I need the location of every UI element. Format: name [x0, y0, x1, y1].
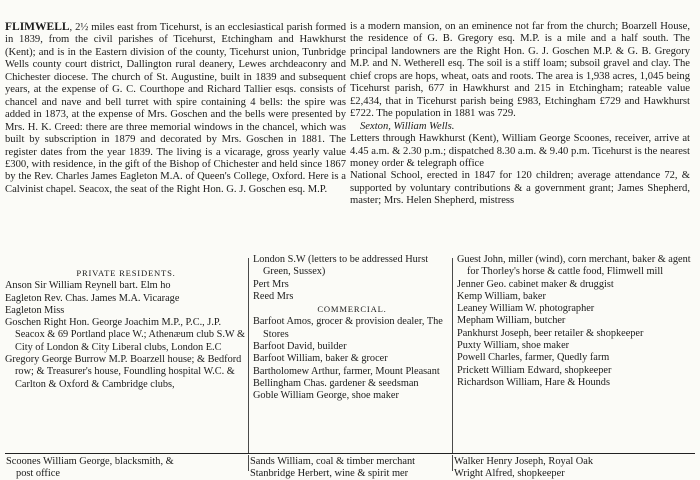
residents-column-3	[457, 254, 697, 389]
private-residents-header: PRIVATE RESIDENTS.	[76, 268, 176, 278]
list-item: Leaney William W. photographer	[457, 303, 595, 315]
place-heading: FLIMWELL	[5, 21, 70, 33]
list-item: Richardson William, Hare & Hounds	[457, 376, 610, 388]
list-item: Prickett William Edward, shopkeeper	[457, 364, 612, 376]
list-item: Jenner Geo. cabinet maker & druggist	[457, 278, 614, 290]
school-paragraph: National School, erected in 1847 for 120 children; average attendance 72, & supported by voluntary contributions & a government grant; James Shepherd, master; Mrs. Helen Shepherd, mistress	[350, 170, 690, 207]
next-section-row	[0, 453, 700, 479]
list-item: Mepham William, butcher	[457, 315, 566, 327]
bottom-entry-line: Sands William, coal & timber merchant	[250, 456, 416, 467]
list-item: Gregory George Burrow M.P. Boarzell house; & Bedford row; & Treasurer's house, Foundling hospital W.C. & Carlton & Oxford & Cambridge clubs,	[5, 354, 242, 390]
bottom-entry-1	[6, 456, 174, 480]
bottom-entry-line: Scoones William George, blacksmith, &	[6, 456, 174, 467]
section-rule	[5, 453, 695, 454]
list-item: Pert Mrs	[253, 278, 289, 290]
bottom-entry-line: Wright Alfred, shopkeeper	[454, 468, 565, 479]
column-divider	[248, 258, 249, 454]
intro-text: , 2½ miles east from Ticehurst, is an ecclesiastical parish formed in 1839, from the civil parishes of Ticehurst, Etchingham and Hawkhurst (Kent); and is in the Eastern division of the county, Ticehurst union, Tunbridge Wells county court district, Dallington rural deanery, Lewes archdeaconry and Chichester diocese. The church of St. Augustine, built in 1839 and subsequent years, at the expense of G. C. Courthope and Richard Tallier esqs. consists of chancel and nave and bell turret with spire containing 4 bells: the spire was added in 1873, at the expense of Mrs. Goschen and the bells were presented by Mrs. H. K. Creed: there are three memorial windows in the chancel, which was built by subscription in 1879 and decorated by Mrs. Goschen in 1881. The register dates from the year 1839. The living is a vicarage, gross yearly value £300, with residence, in the gift of the Bishop of Chichester and held since 1867 by the Rev. Charles James Eagleton M.A. of Queen's College, Oxford. Here is a Calvinist chapel. Seacox, the seat of the Right Hon. G. J. Goschen esq. M.P.	[5, 22, 346, 195]
residents-column-1	[5, 267, 247, 391]
intro-right-paragraph-1: is a modern mansion, on an eminence not far from the church; Boarzell House, the residence of G. B. Gregory esq. M.P. is a mile and a half south. The principal landowners are the Right Hon. G. J. Goschen M.P. & G. B. Gregory M.P. and N. Wetherell esq. The soil is a stiff loam; subsoil gravel and clay. The chief crops are hops, wheat, oats and roots. The area is 1,938 acres, 1,045 being Ticehurst parish, 677 in Hawkhurst and 215 in Etchingham; rateable value £2,434, that in Ticehurst parish being £983, Etchingham £729 and Hawkhurst £722. The population in 1881 was 729.	[350, 21, 690, 120]
list-item: Barfoot David, builder	[253, 341, 347, 353]
bottom-entry-2	[250, 456, 415, 480]
intro-paragraph	[5, 21, 346, 196]
list-item: Eagleton Miss	[5, 304, 65, 316]
list-item: Eagleton Rev. Chas. James M.A. Vicarage	[5, 292, 180, 304]
bottom-entry-line: Walker Henry Joseph, Royal Oak	[454, 456, 594, 467]
list-item: Guest John, miller (wind), corn merchant, baker & agent for Thorley's horse & cattle food, Flimwell mill	[457, 254, 691, 278]
list-item: Barfoot William, baker & grocer	[253, 353, 388, 365]
list-item: Reed Mrs	[253, 290, 294, 302]
list-item: Puxty William, shoe maker	[457, 340, 570, 352]
list-item: Goble William George, shoe maker	[253, 390, 399, 402]
list-item: Bellingham Chas. gardener & seedsman	[253, 377, 419, 389]
list-item: Barfoot Amos, grocer & provision dealer, The Stores	[253, 316, 443, 340]
list-item: Bartholomew Arthur, farmer, Mount Pleasant	[253, 365, 440, 377]
list-item: Powell Charles, farmer, Quedly farm	[457, 352, 610, 364]
commercial-header: COMMERCIAL.	[317, 304, 387, 315]
parish-description-left	[5, 21, 346, 196]
list-item: Kemp William, baker	[457, 290, 546, 302]
list-item: Anson Sir William Reynell bart. Elm ho	[5, 280, 171, 292]
column-divider	[452, 455, 453, 471]
parish-description-right	[350, 21, 690, 208]
letters-paragraph: Letters through Hawkhurst (Kent), William George Scoones, receiver, arrive at 4.45 a.m. & 2.30 p.m.; dispatched 8.30 a.m. & 9.40 p.m. Ticehurst is the nearest money order & telegraph office	[350, 133, 690, 169]
residents-column-2	[253, 254, 451, 403]
bottom-entry-line: post office	[16, 468, 60, 479]
list-item: London S.W (letters to be addressed Hurst Green, Sussex)	[253, 254, 429, 278]
list-item: Pankhurst Joseph, beer retailer & shopkeeper	[457, 327, 644, 339]
column-divider	[248, 455, 249, 471]
sexton-line: Sexton, William Wells.	[360, 120, 455, 132]
list-item: Goschen Right Hon. George Joachim M.P., P.C., J.P. Seacox & 69 Portland place W.; Athenæum club S.W & City of London & City Liberal clubs, London E.C	[5, 317, 246, 353]
bottom-entry-line: Stanbridge Herbert, wine & spirit mer	[250, 468, 409, 479]
column-divider	[452, 258, 453, 454]
bottom-entry-3	[454, 456, 593, 480]
